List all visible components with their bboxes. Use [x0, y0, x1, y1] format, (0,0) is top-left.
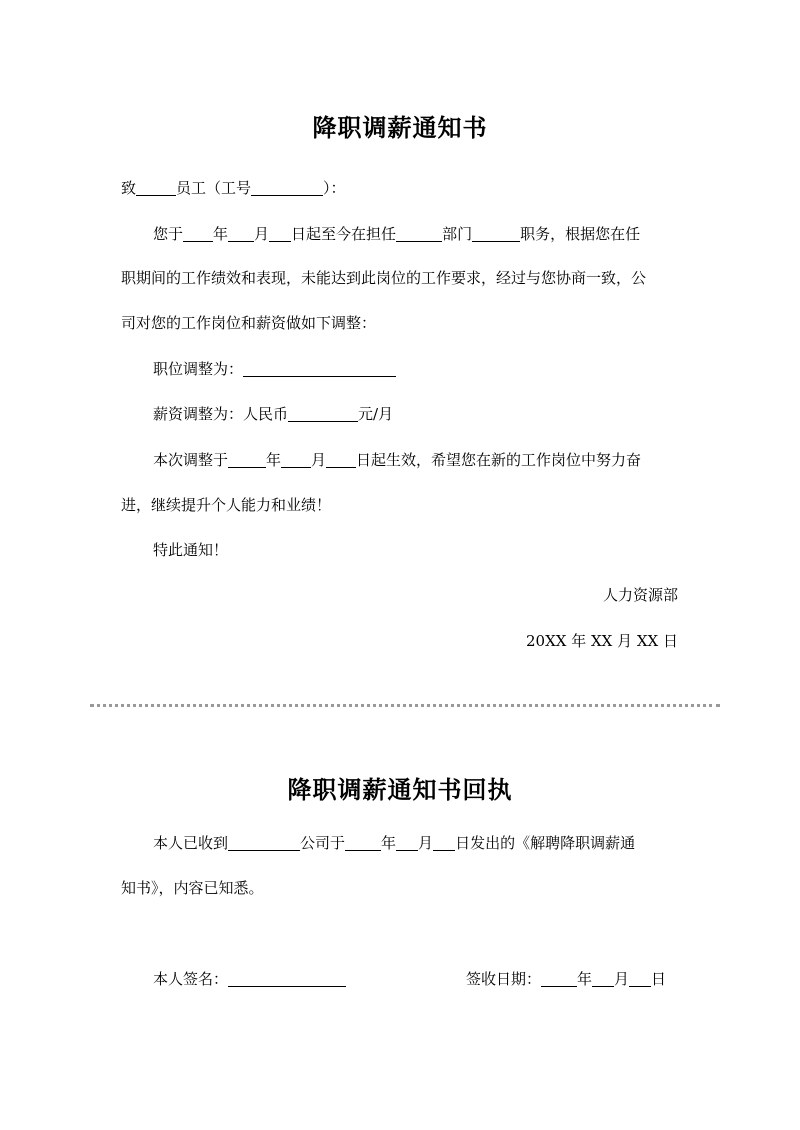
sign-month-blank: [592, 970, 614, 987]
paragraph-1-line-2: 职期间的工作绩效和表现，未能达到此岗位的工作要求，经过与您协商一致，公: [121, 269, 647, 287]
sign-day-blank: [629, 970, 651, 987]
closing-text: 特此通知！: [153, 541, 229, 559]
recipient-line: 致 员工（工号 ）：: [121, 179, 346, 197]
position-adjustment-line: 职位调整为：: [153, 359, 396, 379]
start-year-blank: [183, 225, 213, 242]
salary-amount-blank: [288, 405, 358, 422]
effective-day-blank: [326, 451, 356, 468]
signature-blank: [228, 970, 346, 987]
department-blank: [396, 225, 442, 242]
receipt-line-2: 知书》，内容已知悉。: [121, 879, 264, 897]
paragraph-1-line-1: 您于 年 月 日起至今在担任 部门 职务，根据您在任: [153, 225, 641, 243]
issue-day-blank: [433, 834, 455, 851]
paragraph-1-line-3: 司对您的工作岗位和薪资做如下调整：: [121, 314, 377, 332]
start-day-blank: [269, 225, 291, 242]
sign-date-line: 签收日期： 年 月 日: [466, 970, 667, 988]
effective-date-line-1: 本次调整于 年 月 日起生效，希望您在新的工作岗位中努力奋: [153, 451, 642, 469]
company-name-blank: [228, 834, 300, 851]
issue-month-blank: [396, 834, 418, 851]
issuing-department: 人力资源部: [602, 586, 678, 604]
effective-year-blank: [228, 451, 266, 468]
signature-line: 本人签名：: [153, 969, 346, 989]
start-month-blank: [228, 225, 254, 242]
notice-title: 降职调薪通知书: [312, 114, 488, 142]
employee-name-blank: [136, 179, 176, 196]
receipt-title: 降职调薪通知书回执: [287, 776, 513, 804]
employee-id-blank: [251, 179, 323, 196]
issue-year-blank: [345, 834, 381, 851]
dotted-divider: [90, 704, 720, 707]
salary-adjustment-line: 薪资调整为：人民币 元/月: [153, 405, 394, 423]
new-position-blank: [243, 360, 396, 377]
receipt-line-1: 本人已收到 公司于 年 月 日发出的《解聘降职调薪通: [153, 834, 636, 852]
effective-date-line-2: 进，继续提升个人能力和业绩！: [121, 496, 332, 514]
issue-date: 20XX 年 XX 月 XX 日: [526, 632, 678, 650]
sign-year-blank: [541, 970, 577, 987]
job-title-blank: [472, 225, 520, 242]
effective-month-blank: [281, 451, 311, 468]
